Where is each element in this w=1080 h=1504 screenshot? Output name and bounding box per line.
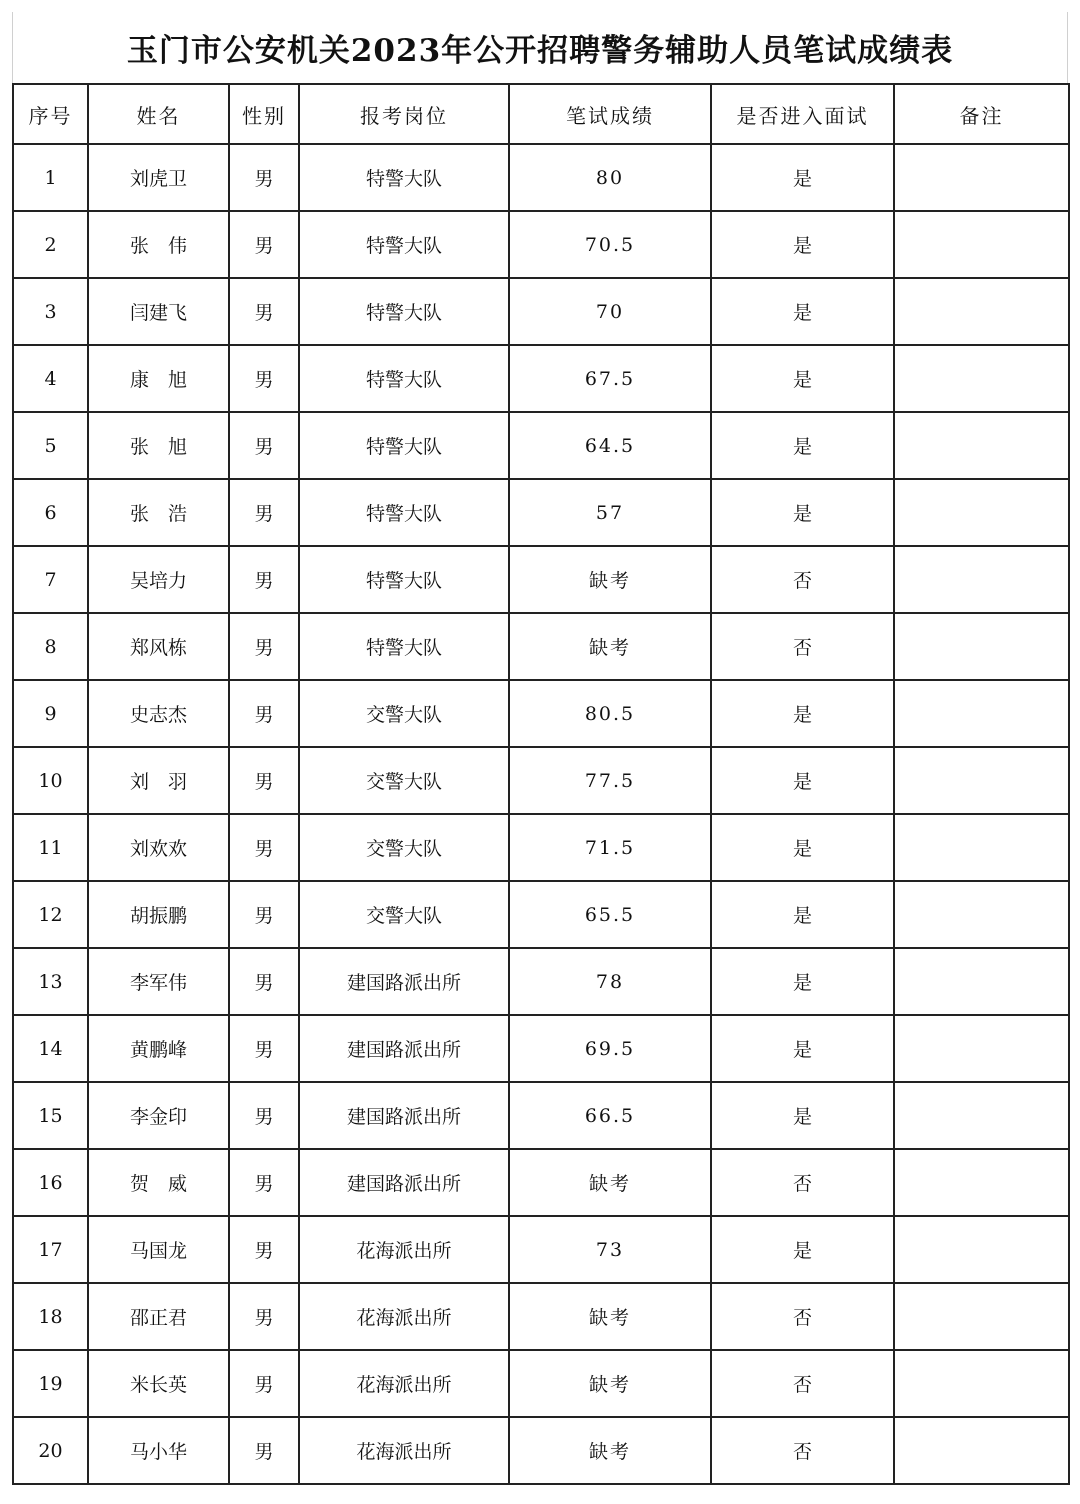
cell-gender: 男 bbox=[229, 546, 299, 613]
table-row bbox=[13, 1015, 1069, 1082]
cell-remark bbox=[894, 1417, 1069, 1484]
cell-name: 郑风栋 bbox=[88, 613, 229, 680]
cell-no: 8 bbox=[13, 613, 88, 680]
cell-score: 65.5 bbox=[509, 881, 711, 948]
cell-post: 交警大队 bbox=[299, 680, 509, 747]
table-row bbox=[13, 1082, 1069, 1149]
cell-gender: 男 bbox=[229, 1015, 299, 1082]
cell-interview: 是 bbox=[711, 144, 894, 211]
cell-remark bbox=[894, 211, 1069, 278]
cell-interview: 否 bbox=[711, 1149, 894, 1216]
cell-gender: 男 bbox=[229, 814, 299, 881]
cell-interview: 否 bbox=[711, 546, 894, 613]
cell-post: 特警大队 bbox=[299, 278, 509, 345]
cell-gender: 男 bbox=[229, 1417, 299, 1484]
cell-post: 建国路派出所 bbox=[299, 1082, 509, 1149]
cell-no: 19 bbox=[13, 1350, 88, 1417]
table-row bbox=[13, 1216, 1069, 1283]
cell-score: 66.5 bbox=[509, 1082, 711, 1149]
table-row bbox=[13, 345, 1069, 412]
table-row bbox=[13, 211, 1069, 278]
cell-name: 刘 羽 bbox=[88, 747, 229, 814]
cell-interview: 否 bbox=[711, 1283, 894, 1350]
cell-gender: 男 bbox=[229, 1149, 299, 1216]
column-header-interview: 是否进入面试 bbox=[711, 84, 894, 144]
cell-score: 缺考 bbox=[509, 1149, 711, 1216]
cell-post: 特警大队 bbox=[299, 345, 509, 412]
cell-remark bbox=[894, 881, 1069, 948]
cell-remark bbox=[894, 948, 1069, 1015]
cell-interview: 是 bbox=[711, 747, 894, 814]
cell-interview: 是 bbox=[711, 412, 894, 479]
cell-post: 特警大队 bbox=[299, 144, 509, 211]
cell-name: 刘欢欢 bbox=[88, 814, 229, 881]
cell-score: 71.5 bbox=[509, 814, 711, 881]
cell-no: 15 bbox=[13, 1082, 88, 1149]
cell-score: 缺考 bbox=[509, 1417, 711, 1484]
cell-post: 交警大队 bbox=[299, 814, 509, 881]
cell-interview: 是 bbox=[711, 278, 894, 345]
cell-no: 9 bbox=[13, 680, 88, 747]
cell-remark bbox=[894, 680, 1069, 747]
cell-post: 特警大队 bbox=[299, 412, 509, 479]
cell-score: 64.5 bbox=[509, 412, 711, 479]
cell-remark bbox=[894, 144, 1069, 211]
cell-gender: 男 bbox=[229, 144, 299, 211]
cell-score: 78 bbox=[509, 948, 711, 1015]
table-row bbox=[13, 1283, 1069, 1350]
cell-score: 80.5 bbox=[509, 680, 711, 747]
cell-score: 缺考 bbox=[509, 613, 711, 680]
cell-no: 18 bbox=[13, 1283, 88, 1350]
cell-name: 胡振鹏 bbox=[88, 881, 229, 948]
cell-no: 10 bbox=[13, 747, 88, 814]
cell-gender: 男 bbox=[229, 1216, 299, 1283]
cell-gender: 男 bbox=[229, 211, 299, 278]
cell-remark bbox=[894, 1283, 1069, 1350]
cell-score: 73 bbox=[509, 1216, 711, 1283]
cell-interview: 否 bbox=[711, 1350, 894, 1417]
cell-no: 5 bbox=[13, 412, 88, 479]
cell-name: 康 旭 bbox=[88, 345, 229, 412]
cell-remark bbox=[894, 479, 1069, 546]
cell-score: 70 bbox=[509, 278, 711, 345]
cell-name: 李金印 bbox=[88, 1082, 229, 1149]
cell-score: 缺考 bbox=[509, 546, 711, 613]
table-body bbox=[13, 144, 1069, 1484]
table-row bbox=[13, 814, 1069, 881]
cell-gender: 男 bbox=[229, 747, 299, 814]
cell-score: 70.5 bbox=[509, 211, 711, 278]
cell-post: 建国路派出所 bbox=[299, 1149, 509, 1216]
cell-name: 刘虎卫 bbox=[88, 144, 229, 211]
cell-post: 特警大队 bbox=[299, 613, 509, 680]
cell-remark bbox=[894, 1216, 1069, 1283]
cell-no: 4 bbox=[13, 345, 88, 412]
cell-no: 2 bbox=[13, 211, 88, 278]
cell-no: 20 bbox=[13, 1417, 88, 1484]
cell-remark bbox=[894, 747, 1069, 814]
cell-post: 建国路派出所 bbox=[299, 1015, 509, 1082]
cell-remark bbox=[894, 278, 1069, 345]
cell-name: 马小华 bbox=[88, 1417, 229, 1484]
cell-no: 12 bbox=[13, 881, 88, 948]
cell-interview: 是 bbox=[711, 1216, 894, 1283]
column-header-remark: 备注 bbox=[894, 84, 1069, 144]
cell-interview: 是 bbox=[711, 1082, 894, 1149]
cell-remark bbox=[894, 345, 1069, 412]
cell-post: 花海派出所 bbox=[299, 1216, 509, 1283]
cell-remark bbox=[894, 412, 1069, 479]
cell-interview: 是 bbox=[711, 1015, 894, 1082]
cell-remark bbox=[894, 1082, 1069, 1149]
table-row bbox=[13, 948, 1069, 1015]
table-row bbox=[13, 680, 1069, 747]
cell-name: 吴培力 bbox=[88, 546, 229, 613]
column-header-post: 报考岗位 bbox=[299, 84, 509, 144]
cell-interview: 是 bbox=[711, 479, 894, 546]
cell-no: 13 bbox=[13, 948, 88, 1015]
table-row bbox=[13, 278, 1069, 345]
cell-name: 史志杰 bbox=[88, 680, 229, 747]
score-sheet bbox=[12, 12, 1068, 1485]
column-header-score: 笔试成绩 bbox=[509, 84, 711, 144]
cell-no: 7 bbox=[13, 546, 88, 613]
table-row bbox=[13, 1149, 1069, 1216]
cell-remark bbox=[894, 1149, 1069, 1216]
table-row bbox=[13, 613, 1069, 680]
cell-score: 69.5 bbox=[509, 1015, 711, 1082]
cell-post: 特警大队 bbox=[299, 479, 509, 546]
cell-post: 交警大队 bbox=[299, 881, 509, 948]
cell-name: 李军伟 bbox=[88, 948, 229, 1015]
cell-remark bbox=[894, 613, 1069, 680]
column-header-gender: 性别 bbox=[229, 84, 299, 144]
table-row bbox=[13, 1350, 1069, 1417]
cell-gender: 男 bbox=[229, 479, 299, 546]
cell-score: 57 bbox=[509, 479, 711, 546]
table-row bbox=[13, 747, 1069, 814]
cell-no: 17 bbox=[13, 1216, 88, 1283]
cell-interview: 是 bbox=[711, 948, 894, 1015]
score-table bbox=[12, 83, 1070, 1485]
cell-post: 特警大队 bbox=[299, 546, 509, 613]
table-row bbox=[13, 479, 1069, 546]
cell-remark bbox=[894, 814, 1069, 881]
cell-interview: 否 bbox=[711, 1417, 894, 1484]
cell-name: 贺 威 bbox=[88, 1149, 229, 1216]
cell-no: 16 bbox=[13, 1149, 88, 1216]
cell-post: 花海派出所 bbox=[299, 1283, 509, 1350]
cell-gender: 男 bbox=[229, 613, 299, 680]
cell-interview: 是 bbox=[711, 345, 894, 412]
cell-no: 1 bbox=[13, 144, 88, 211]
cell-gender: 男 bbox=[229, 881, 299, 948]
cell-score: 80 bbox=[509, 144, 711, 211]
cell-name: 张 伟 bbox=[88, 211, 229, 278]
cell-score: 77.5 bbox=[509, 747, 711, 814]
cell-name: 张 浩 bbox=[88, 479, 229, 546]
table-row bbox=[13, 144, 1069, 211]
page-title: 玉门市公安机关2023年公开招聘警务辅助人员笔试成绩表 bbox=[126, 33, 954, 69]
cell-no: 11 bbox=[13, 814, 88, 881]
title-bar bbox=[12, 12, 1068, 83]
cell-post: 花海派出所 bbox=[299, 1417, 509, 1484]
cell-remark bbox=[894, 546, 1069, 613]
cell-post: 特警大队 bbox=[299, 211, 509, 278]
cell-name: 张 旭 bbox=[88, 412, 229, 479]
cell-remark bbox=[894, 1015, 1069, 1082]
table-row bbox=[13, 412, 1069, 479]
cell-score: 缺考 bbox=[509, 1283, 711, 1350]
cell-interview: 是 bbox=[711, 211, 894, 278]
cell-name: 黄鹏峰 bbox=[88, 1015, 229, 1082]
cell-gender: 男 bbox=[229, 412, 299, 479]
header-row bbox=[13, 84, 1069, 144]
cell-name: 邵正君 bbox=[88, 1283, 229, 1350]
cell-remark bbox=[894, 1350, 1069, 1417]
cell-gender: 男 bbox=[229, 1350, 299, 1417]
cell-score: 缺考 bbox=[509, 1350, 711, 1417]
column-header-no: 序号 bbox=[13, 84, 88, 144]
cell-name: 闫建飞 bbox=[88, 278, 229, 345]
cell-interview: 否 bbox=[711, 613, 894, 680]
table-row bbox=[13, 1417, 1069, 1484]
cell-no: 6 bbox=[13, 479, 88, 546]
cell-name: 米长英 bbox=[88, 1350, 229, 1417]
cell-interview: 是 bbox=[711, 680, 894, 747]
cell-interview: 是 bbox=[711, 814, 894, 881]
cell-post: 花海派出所 bbox=[299, 1350, 509, 1417]
cell-gender: 男 bbox=[229, 1082, 299, 1149]
cell-no: 3 bbox=[13, 278, 88, 345]
cell-post: 交警大队 bbox=[299, 747, 509, 814]
cell-gender: 男 bbox=[229, 948, 299, 1015]
cell-post: 建国路派出所 bbox=[299, 948, 509, 1015]
table-header bbox=[13, 84, 1069, 144]
cell-gender: 男 bbox=[229, 680, 299, 747]
cell-interview: 是 bbox=[711, 881, 894, 948]
cell-gender: 男 bbox=[229, 1283, 299, 1350]
cell-score: 67.5 bbox=[509, 345, 711, 412]
cell-no: 14 bbox=[13, 1015, 88, 1082]
cell-gender: 男 bbox=[229, 345, 299, 412]
column-header-name: 姓名 bbox=[88, 84, 229, 144]
cell-gender: 男 bbox=[229, 278, 299, 345]
cell-name: 马国龙 bbox=[88, 1216, 229, 1283]
table-row bbox=[13, 881, 1069, 948]
table-row bbox=[13, 546, 1069, 613]
